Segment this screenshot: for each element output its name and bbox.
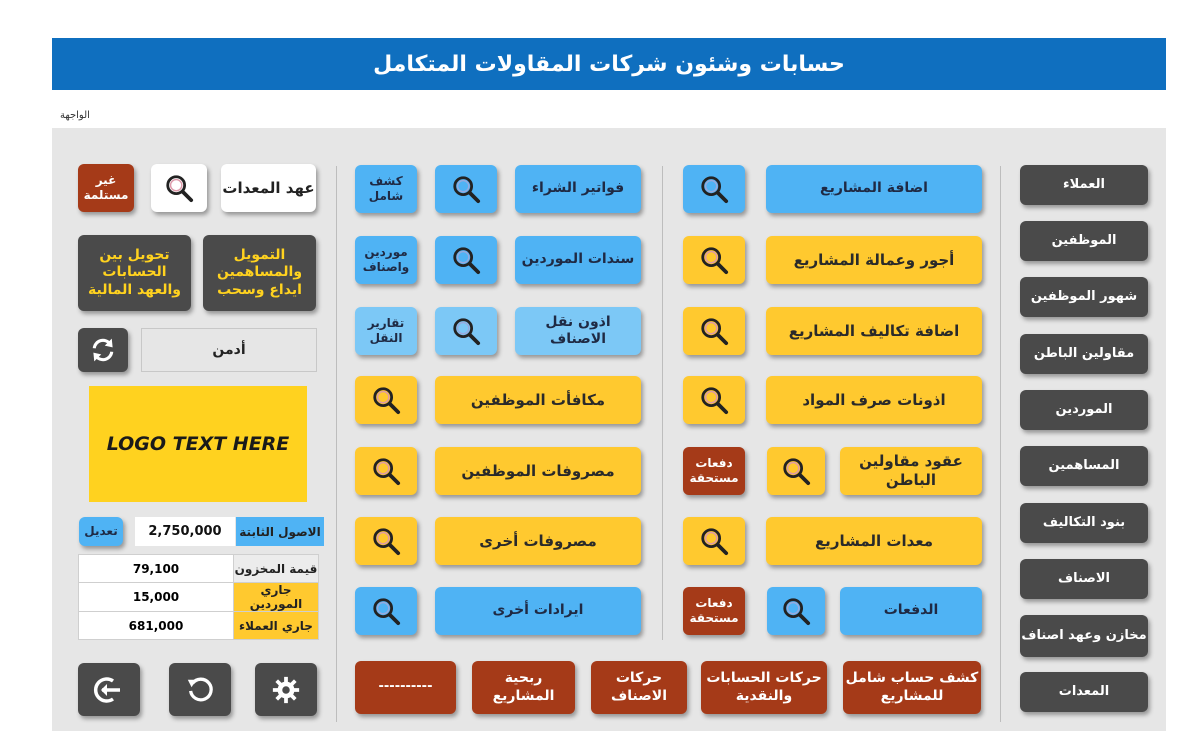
search-icon bbox=[699, 526, 729, 556]
sidebar-item-stores[interactable] bbox=[1020, 615, 1148, 657]
sidebar-item-label: العملاء bbox=[1063, 176, 1105, 192]
logo-text: LOGO TEXT HERE bbox=[106, 433, 290, 455]
projects-statement-button[interactable] bbox=[843, 661, 981, 714]
material-vouchers-button[interactable] bbox=[766, 376, 982, 424]
fixed-assets-value[interactable] bbox=[135, 517, 235, 546]
button-label: اضافة المشاريع bbox=[820, 180, 928, 197]
search-payments-button[interactable] bbox=[767, 587, 825, 635]
sidebar-item-cost-items[interactable] bbox=[1020, 503, 1148, 543]
clients-label: جاري العملاء bbox=[234, 612, 319, 640]
search-icon bbox=[371, 456, 401, 486]
button-label: مصروفات الموظفين bbox=[461, 461, 615, 480]
search-icon bbox=[451, 245, 481, 275]
sidebar-item-suppliers[interactable] bbox=[1020, 390, 1148, 430]
app-title: حسابات وشئون شركات المقاولات المتكامل bbox=[373, 51, 845, 77]
tab-bar bbox=[52, 102, 1166, 128]
button-label: اذونات صرف المواد bbox=[802, 390, 946, 409]
button-label: حركات الحسابات والنقدية bbox=[706, 670, 822, 704]
due-payments-2-button[interactable] bbox=[683, 587, 745, 635]
button-label: كشف شامل bbox=[368, 174, 404, 203]
search-costs-button[interactable] bbox=[683, 307, 745, 355]
other-revenues-button[interactable] bbox=[435, 587, 641, 635]
search-custody-button[interactable] bbox=[151, 164, 207, 212]
reset-button[interactable] bbox=[169, 663, 231, 716]
separator bbox=[336, 166, 337, 722]
table-row bbox=[79, 612, 319, 640]
funding-button[interactable] bbox=[203, 235, 316, 311]
search-equipment-button[interactable] bbox=[683, 517, 745, 565]
subcontractor-contracts-button[interactable] bbox=[840, 447, 982, 495]
project-equipment-button[interactable] bbox=[766, 517, 982, 565]
transfer-reports-button[interactable] bbox=[355, 307, 417, 355]
sidebar-item-label: شهور الموظفين bbox=[1030, 288, 1138, 304]
search-materials-button[interactable] bbox=[683, 376, 745, 424]
sidebar-item-items[interactable] bbox=[1020, 559, 1148, 599]
sidebar-item-subcontractors[interactable] bbox=[1020, 334, 1148, 374]
button-label: ايرادات أخرى bbox=[492, 602, 584, 619]
search-emp-expenses-button[interactable] bbox=[355, 447, 417, 495]
button-label: مكافأت الموظفين bbox=[470, 390, 606, 409]
button-label: تعديل bbox=[84, 524, 118, 538]
logout-icon bbox=[93, 674, 125, 706]
table-row bbox=[79, 555, 319, 583]
sidebar-item-label: بنود التكاليف bbox=[1042, 514, 1126, 530]
finance-table bbox=[78, 554, 319, 640]
search-invoices-button[interactable] bbox=[435, 165, 497, 213]
search-icon bbox=[164, 173, 194, 203]
button-label: دفعات مستحقة bbox=[689, 456, 739, 485]
button-label: التمويل والمساهمين ايداع وسحب bbox=[216, 246, 303, 298]
user-name: أدمن bbox=[212, 342, 246, 358]
value-text: 2,750,000 bbox=[148, 524, 222, 539]
button-label: تحويل بين الحسابات والعهد المالية bbox=[87, 246, 182, 298]
sidebar-item-employee-months[interactable] bbox=[1020, 277, 1148, 317]
button-label: كشف حساب شامل للمشاريع bbox=[845, 670, 979, 704]
button-label: اضافة تكاليف المشاريع bbox=[788, 321, 960, 340]
button-label: موردين واصناف bbox=[362, 245, 410, 274]
logout-button[interactable] bbox=[78, 663, 140, 716]
separator bbox=[1000, 166, 1001, 722]
due-payments-button[interactable] bbox=[683, 447, 745, 495]
sidebar-item-employees[interactable] bbox=[1020, 221, 1148, 261]
button-label: عهد المعدات bbox=[222, 178, 315, 197]
sidebar-item-label: الموردين bbox=[1055, 401, 1113, 417]
employee-expenses-button[interactable] bbox=[435, 447, 641, 495]
search-wages-button[interactable] bbox=[683, 236, 745, 284]
search-rewards-button[interactable] bbox=[355, 376, 417, 424]
button-label: تقارير النقل bbox=[367, 316, 405, 345]
search-subcontracts-button[interactable] bbox=[767, 447, 825, 495]
inventory-value: 79,100 bbox=[79, 555, 234, 583]
item-transfer-button[interactable] bbox=[515, 307, 641, 355]
refresh-button[interactable] bbox=[78, 328, 128, 372]
sidebar-item-label: مخازن وعهد اصناف bbox=[1021, 627, 1147, 643]
transfer-accounts-button[interactable] bbox=[78, 235, 191, 311]
accounts-cash-button[interactable] bbox=[701, 661, 827, 714]
button-label: عقود مقاولين الباطن bbox=[859, 452, 963, 489]
purchase-invoices-button[interactable] bbox=[515, 165, 641, 213]
current-user bbox=[141, 328, 317, 372]
button-label: فواتير الشراء bbox=[531, 180, 625, 197]
other-expenses-button[interactable] bbox=[435, 517, 641, 565]
table-row bbox=[79, 583, 319, 612]
button-label: حركات الاصناف bbox=[611, 670, 667, 704]
button-label: أجور وعمالة المشاريع bbox=[793, 250, 955, 269]
search-icon bbox=[371, 596, 401, 626]
not-received-button[interactable] bbox=[78, 164, 134, 212]
add-projects-button[interactable] bbox=[766, 165, 982, 213]
button-label: ربحية المشاريع bbox=[492, 670, 555, 704]
button-label: سندات الموردين bbox=[521, 251, 635, 268]
search-icon bbox=[699, 174, 729, 204]
button-label: اذون نقل الاصناف bbox=[545, 313, 611, 347]
search-icon bbox=[699, 316, 729, 346]
search-icon bbox=[371, 385, 401, 415]
search-icon bbox=[699, 385, 729, 415]
sidebar-item-clients[interactable] bbox=[1020, 165, 1148, 205]
sidebar-item-label: الاصناف bbox=[1058, 570, 1110, 586]
supplier-bonds-button[interactable] bbox=[515, 236, 641, 284]
employee-rewards-button[interactable] bbox=[435, 376, 641, 424]
search-bonds-button[interactable] bbox=[435, 236, 497, 284]
fixed-assets-label bbox=[236, 517, 324, 546]
placeholder-button[interactable] bbox=[355, 661, 456, 714]
suppliers-label: جاري الموردين bbox=[234, 583, 319, 612]
payments-button[interactable] bbox=[840, 587, 982, 635]
projects-profit-button[interactable] bbox=[472, 661, 575, 714]
search-other-expenses-button[interactable] bbox=[355, 517, 417, 565]
clients-value: 681,000 bbox=[79, 612, 234, 640]
search-icon bbox=[781, 456, 811, 486]
sidebar-item-shareholders[interactable] bbox=[1020, 446, 1148, 486]
search-revenues-button[interactable] bbox=[355, 587, 417, 635]
company-logo bbox=[89, 386, 307, 502]
search-projects-button[interactable] bbox=[683, 165, 745, 213]
project-costs-button[interactable] bbox=[766, 307, 982, 355]
rotate-icon bbox=[185, 675, 215, 705]
button-label: الدفعات bbox=[883, 602, 939, 619]
button-label: دفعات مستحقة bbox=[689, 596, 739, 625]
button-label: مصروفات أخرى bbox=[479, 531, 597, 550]
search-icon bbox=[781, 596, 811, 626]
settings-button[interactable] bbox=[255, 663, 317, 716]
project-wages-button[interactable] bbox=[766, 236, 982, 284]
search-icon bbox=[699, 245, 729, 275]
inventory-label: قيمة المخزون bbox=[234, 555, 319, 583]
separator bbox=[662, 166, 663, 640]
comprehensive-statement-button[interactable] bbox=[355, 165, 417, 213]
equipment-custody-button[interactable] bbox=[221, 164, 316, 212]
button-label: غير مستلمة bbox=[83, 173, 129, 202]
search-icon bbox=[451, 316, 481, 346]
button-label: ---------- bbox=[378, 679, 433, 695]
button-label: معدات المشاريع bbox=[814, 531, 934, 550]
items-moves-button[interactable] bbox=[591, 661, 687, 714]
sidebar-item-label: الموظفين bbox=[1051, 232, 1117, 248]
sidebar-item-equipment[interactable] bbox=[1020, 672, 1148, 712]
edit-button[interactable] bbox=[79, 517, 123, 546]
label-text: الاصول الثابتة bbox=[239, 524, 321, 539]
search-icon bbox=[451, 174, 481, 204]
sync-icon bbox=[89, 336, 117, 364]
sidebar-item-label: المساهمين bbox=[1048, 457, 1120, 473]
sidebar-item-label: المعدات bbox=[1058, 683, 1110, 699]
gear-icon bbox=[271, 675, 301, 705]
search-transfer-button[interactable] bbox=[435, 307, 497, 355]
tab-home[interactable]: الواجهة bbox=[60, 109, 90, 121]
suppliers-items-button[interactable] bbox=[355, 236, 417, 284]
suppliers-value: 15,000 bbox=[79, 583, 234, 612]
sidebar-item-label: مقاولين الباطن bbox=[1033, 345, 1135, 361]
search-icon bbox=[371, 526, 401, 556]
app-title-bar bbox=[52, 38, 1166, 90]
